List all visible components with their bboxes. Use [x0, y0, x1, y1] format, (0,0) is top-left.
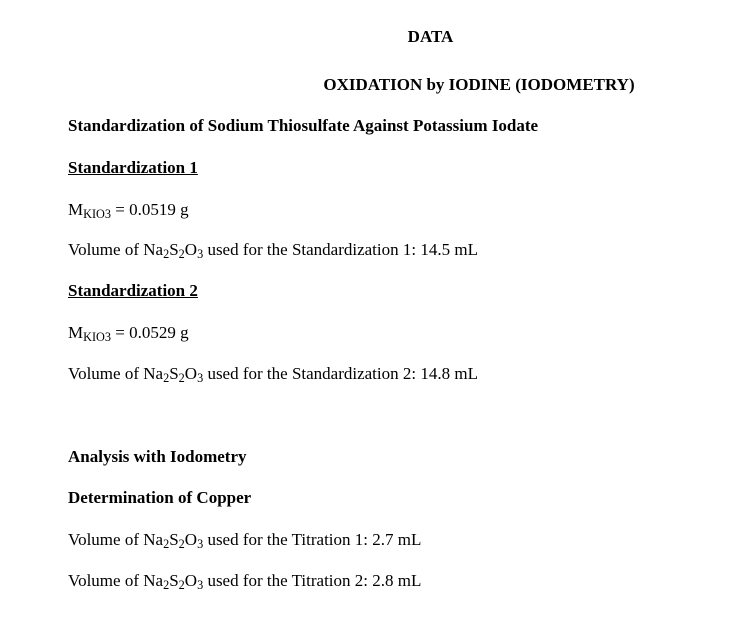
formula-o: O	[184, 530, 198, 549]
formula-o: O	[184, 240, 198, 259]
volume-suffix: used for the Standardization 2: 14.8 mL	[203, 364, 478, 383]
standardization-2-volume	[68, 364, 478, 384]
formula-sub: 2	[163, 371, 170, 386]
formula-s: S	[169, 530, 179, 549]
formula-sub: 2	[178, 371, 185, 386]
standardization-1-heading: Standardization 1	[68, 158, 198, 177]
page-subtitle: OXIDATION by IODINE (IODOMETRY)	[323, 75, 635, 94]
formula-sub: 2	[178, 578, 185, 593]
section-heading-analysis: Analysis with Iodometry	[68, 447, 247, 466]
formula-o: O	[184, 364, 198, 383]
formula-sub: 2	[178, 247, 185, 262]
mass-subscript: KIO3	[83, 207, 111, 222]
formula-sub: 3	[197, 578, 204, 593]
mass-label: M	[68, 323, 84, 342]
formula-sub: 2	[163, 578, 170, 593]
volume-prefix: Volume of Na	[68, 240, 164, 259]
page-title: DATA	[407, 27, 454, 46]
titration-1-volume	[68, 530, 421, 550]
mass-subscript: KIO3	[83, 330, 111, 345]
mass-label: M	[68, 200, 84, 219]
volume-suffix: used for the Standardization 1: 14.5 mL	[203, 240, 478, 259]
copper-subheading: Determination of Copper	[68, 488, 252, 507]
formula-sub: 3	[197, 247, 204, 262]
mass-value: = 0.0519 g	[111, 200, 189, 219]
volume-suffix: used for the Titration 2: 2.8 mL	[203, 571, 422, 590]
formula-o: O	[184, 571, 198, 590]
volume-prefix: Volume of Na	[68, 364, 164, 383]
formula-s: S	[169, 571, 179, 590]
standardization-2-heading: Standardization 2	[68, 281, 198, 300]
formula-sub: 2	[163, 247, 170, 262]
volume-prefix: Volume of Na	[68, 571, 164, 590]
mass-value: = 0.0529 g	[111, 323, 189, 342]
formula-sub: 2	[178, 537, 185, 552]
standardization-2-mass	[68, 323, 189, 343]
formula-sub: 2	[163, 537, 170, 552]
standardization-1-mass	[68, 200, 189, 220]
formula-sub: 3	[197, 537, 204, 552]
standardization-1-volume	[68, 240, 478, 260]
volume-suffix: used for the Titration 1: 2.7 mL	[203, 530, 422, 549]
formula-s: S	[169, 240, 179, 259]
volume-prefix: Volume of Na	[68, 530, 164, 549]
formula-s: S	[169, 364, 179, 383]
section-heading-standardization: Standardization of Sodium Thiosulfate Against Potassium Iodate	[68, 116, 539, 135]
titration-2-volume	[68, 571, 421, 591]
formula-sub: 3	[197, 371, 204, 386]
